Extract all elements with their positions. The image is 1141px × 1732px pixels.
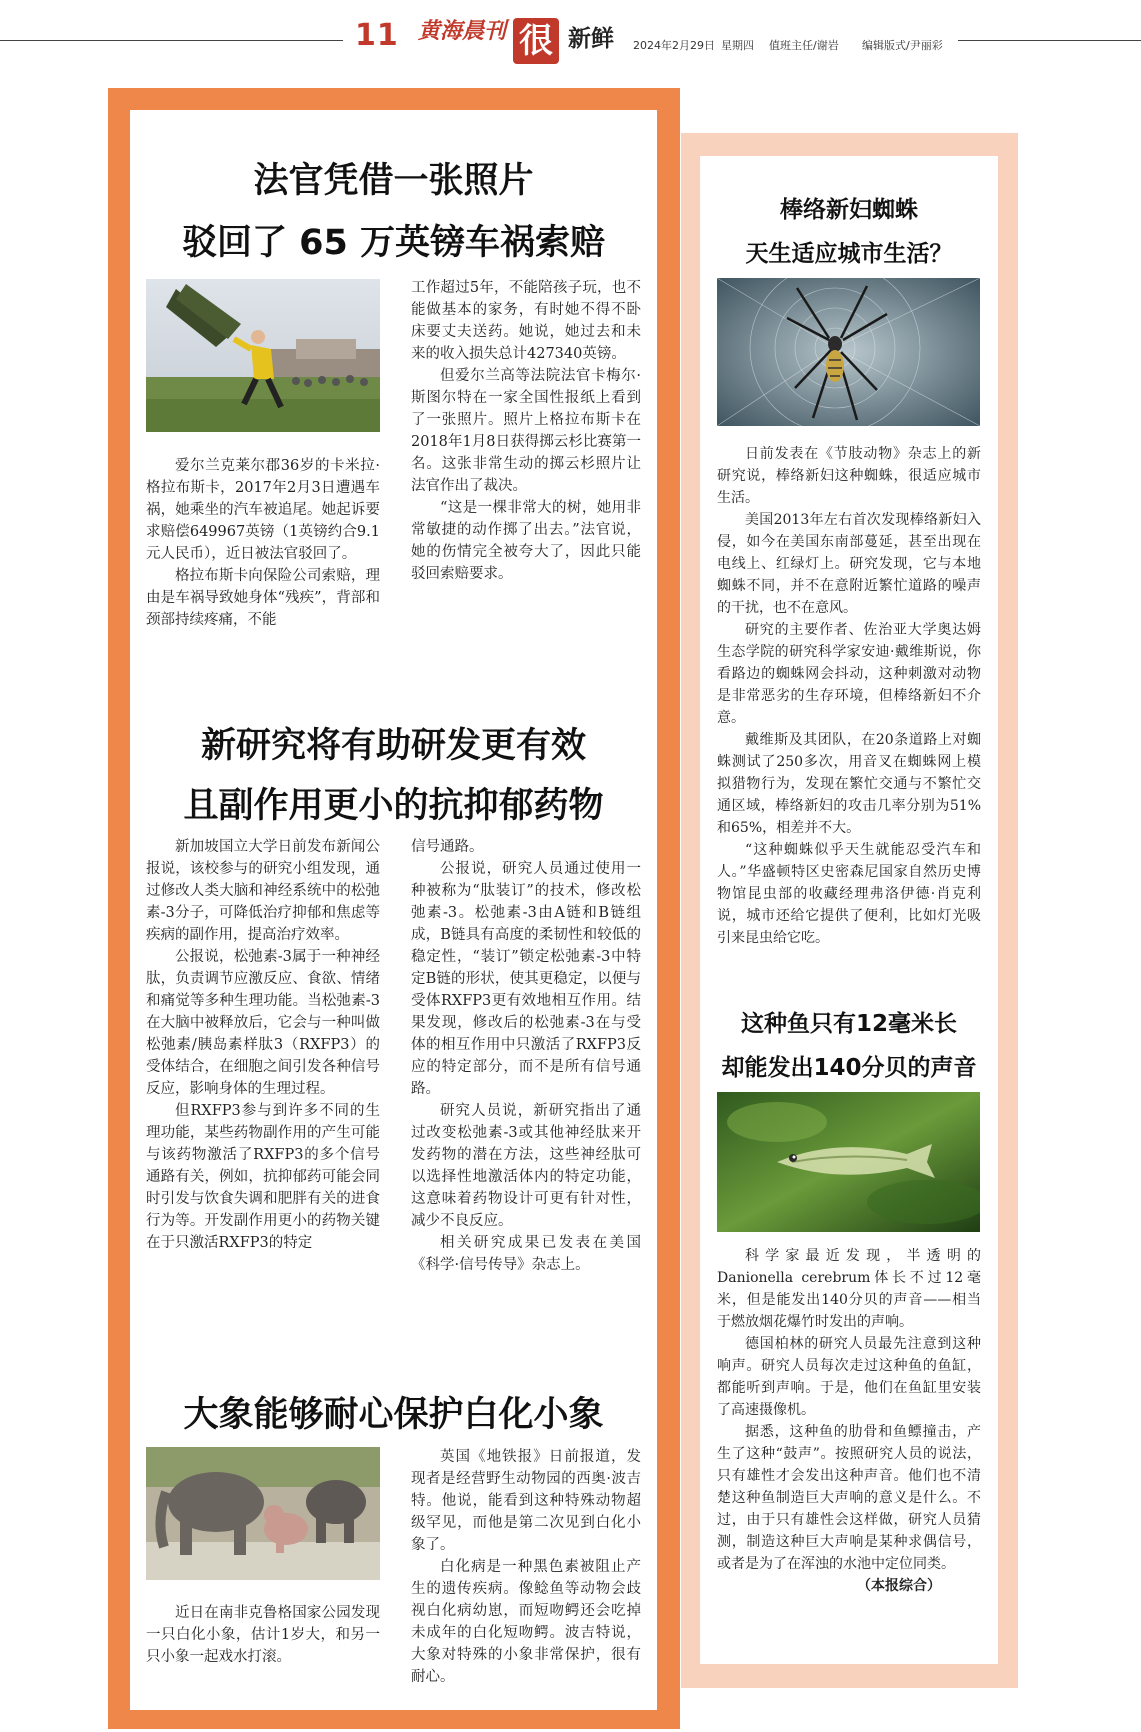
- article2-c1-p1: 新加坡国立大学日前发布新闻公报说，该校参与的研究小组发现，通过修改人类大脑和神经系统中的松弛素-3分子，可降低治疗抑郁和焦虑等疾病的副作用，提高治疗效率。: [146, 839, 380, 943]
- article1-c1-p2: 格拉布斯卡向保险公司索赔，理由是车祸导致她身体“残疾”，背部和颈部持续疼痛，不能: [146, 568, 380, 628]
- article4-p2: 美国2013年左右首次发现棒络新妇入侵，如今在美国东南部蔓延，甚至出现在电线上、红绿灯上。研究发现，它与本地蜘蛛不同，并不在意附近繁忙道路的噪声的干扰，也不在意风。: [717, 512, 981, 616]
- article5-title-line2: 却能发出140分贝的声音: [721, 1055, 977, 1081]
- article4-photo: [717, 278, 980, 426]
- article1-c2-p2: “这是一棵非常大的树，她用非常敏捷的动作掷了出去。”法官说，她的伤情完全被夸大了，因此只能驳回索赔要求。: [411, 500, 641, 582]
- article5-p1: 科学家最近发现，半透明的Danionella cerebrum体长不过12毫米，但是能发出140分贝的声音——相当于燃放烟花爆竹时发出的声响。: [717, 1248, 981, 1330]
- header-rule-left: [0, 40, 343, 41]
- article5-photo: [717, 1092, 980, 1232]
- article5-p2: 德国柏林的研究人员最先注意到这种响声。研究人员每次走过这种鱼的鱼缸，都能听到声响。于是，他们在鱼缸里安装了高速摄像机。: [717, 1336, 981, 1418]
- article4-body: [717, 443, 981, 949]
- article5-title-line1: 这种鱼只有12毫米长: [740, 1011, 957, 1037]
- article2-c1-p3: 但RXFP3参与到许多不同的生理功能，某些药物副作用的产生可能与该药物激活了RXFP3的多个信号通路有关，例如，抗抑郁药可能会同时引发与饮食失调和肥胖有关的进食行为等。开发副作用更小的药物关键在于只激活RXFP3的特定: [146, 1103, 380, 1251]
- article2-c1-p2: 公报说，松弛素-3属于一种神经肽，负责调节应激反应、食欲、情绪和痛觉等多种生理功能。当松弛素-3在大脑中被释放后，它会与一种叫做松弛素/胰岛素样肽3（RXFP3）的受体结合，在细胞之间引发各种信号反应，影响身体的生理过程。: [146, 949, 380, 1097]
- article3-c2-p2: 白化病是一种黑色素被阻止产生的遗传疾病。像鲶鱼等动物会歧视白化病幼崽，而短吻鳄还会吃掉未成年的白化短吻鳄。波吉特说，大象对特殊的小象非常保护，很有耐心。: [411, 1559, 641, 1685]
- article3-column2: [411, 1446, 641, 1688]
- article1-title-line2: 驳回了 65 万英镑车祸索赔: [181, 223, 606, 263]
- article5-signature: （本报综合）: [857, 1578, 941, 1594]
- article4-p4: 戴维斯及其团队，在20条道路上对蜘蛛测试了250多次，用音叉在蜘蛛网上模拟猎物行为，发现在繁忙交通与不繁忙交通区域，棒络新妇的攻击几率分别为51%和65%，相差并不大。: [717, 732, 981, 836]
- article4-p3: 研究的主要作者、佐治亚大学奥达姆生态学院的研究科学家安迪·戴维斯说，你看路边的蜘蛛网会抖动，这种刺激对动物是非常恶劣的生存环境，但棒络新妇不介意。: [717, 622, 981, 726]
- article1-c2-cont: 工作超过5年，不能陪孩子玩，也不能做基本的家务，有时她不得不卧床要丈夫送药。她说，她过去和未来的收入损失总计427340英镑。: [411, 280, 641, 362]
- article1-c2-p1: 但爱尔兰高等法院法官卡梅尔·斯图尔特在一家全国性报纸上看到了一张照片。照片上格拉布斯卡在2018年1月8日获得掷云杉比赛第一名。这张非常生动的掷云杉照片让法官作出了裁决。: [411, 368, 641, 494]
- section-logo-icon: 很: [513, 18, 559, 64]
- article1-column2: [411, 277, 641, 585]
- paper-name-logo: 黄海晨刊: [418, 18, 507, 44]
- header-rule-right: [958, 40, 1141, 41]
- duty-editor: 值班主任/谢岩: [769, 39, 839, 52]
- article2-c2-p1: 公报说，研究人员通过使用一种被称为“肽装订”的技术，修改松弛素-3。松弛素-3由A链和B链组成，B链具有高度的柔韧性和较低的稳定性，“装订”锁定松弛素-3中特定B链的形状，使其更稳定，以便与受体RXFP3更有效地相互作用。结果发现，修改后的松弛素-3在与受体的相互作用中只激活了RXFP3反应的特定部分，而不是所有信号通路。: [411, 861, 641, 1097]
- article1-column1: [146, 455, 380, 631]
- issue-date: 2024年2月29日: [633, 39, 715, 52]
- page-number: 11: [355, 18, 399, 53]
- article3-c2-p1: 英国《地铁报》日前报道，发现者是经营野生动物园的西奥·波吉特。他说，能看到这种特殊动物超级罕见，而他是第二次见到白化小象了。: [411, 1449, 641, 1553]
- article4-title-line2: 天生适应城市生活？: [745, 241, 953, 267]
- article1-title-line1: 法官凭借一张照片: [253, 161, 534, 201]
- article4-p1: 日前发表在《节肢动物》杂志上的新研究说，棒络新妇这种蜘蛛，很适应城市生活。: [717, 446, 981, 506]
- article2-title-line1: 新研究将有助研发更有效: [200, 726, 586, 766]
- article2-title-line2: 且副作用更小的抗抑郁药物: [183, 786, 604, 826]
- article5-p3: 据悉，这种鱼的肋骨和鱼鳔撞击，产生了这种“鼓声”。按照研究人员的说法，只有雄性才会发出这种声音。他们也不清楚这种鱼制造巨大声响的意义是什么。不过，由于只有雄性会这样做，研究人员猜测，制造这种巨大声响是某种求偶信号，或者是为了在浑浊的水池中定位同类。: [717, 1424, 981, 1572]
- article1-c1-p1: 爱尔兰克莱尔郡36岁的卡米拉·格拉布斯卡，2017年2月3日遭遇车祸，她乘坐的汽车被追尾。她起诉要求赔偿649967英镑（1英镑约合9.1元人民币），近日被法官驳回了。: [146, 458, 380, 562]
- layout-editor: 编辑版式/尹丽彩: [862, 39, 943, 52]
- article5-body: [717, 1245, 981, 1597]
- article3-photo: [146, 1447, 380, 1580]
- issue-weekday: 星期四: [721, 39, 754, 52]
- article2-column2: [411, 836, 641, 1276]
- article2-c2-p3: 相关研究成果已发表在美国《科学·信号传导》杂志上。: [411, 1235, 641, 1273]
- article2-c2-cont: 信号通路。: [411, 839, 484, 855]
- article3-c1-p1: 近日在南非克鲁格国家公园发现一只白化小象，估计1岁大，和另一只小象一起戏水打滚。: [146, 1605, 380, 1665]
- article4-p5: “这种蜘蛛似乎天生就能忍受汽车和人。”华盛顿特区史密森尼国家自然历史博物馆昆虫部的收藏经理弗洛伊德·肖克利说，城市还给它提供了便利，比如灯光吸引来昆虫给它吃。: [717, 842, 981, 946]
- article3-column1: [146, 1602, 380, 1668]
- article1-photo: [146, 279, 380, 432]
- article4-title-line1: 棒络新妇蜘蛛: [780, 197, 918, 223]
- section-name: 新鲜: [568, 26, 614, 52]
- article2-c2-p2: 研究人员说，新研究指出了通过改变松弛素-3或其他神经肽来开发药物的潜在方法，这些神经肽可以选择性地激活体内的特定功能，这意味着药物设计可更有针对性，减少不良反应。: [411, 1103, 641, 1229]
- article3-title: 大象能够耐心保护白化小象: [183, 1395, 604, 1435]
- article2-column1: [146, 836, 380, 1254]
